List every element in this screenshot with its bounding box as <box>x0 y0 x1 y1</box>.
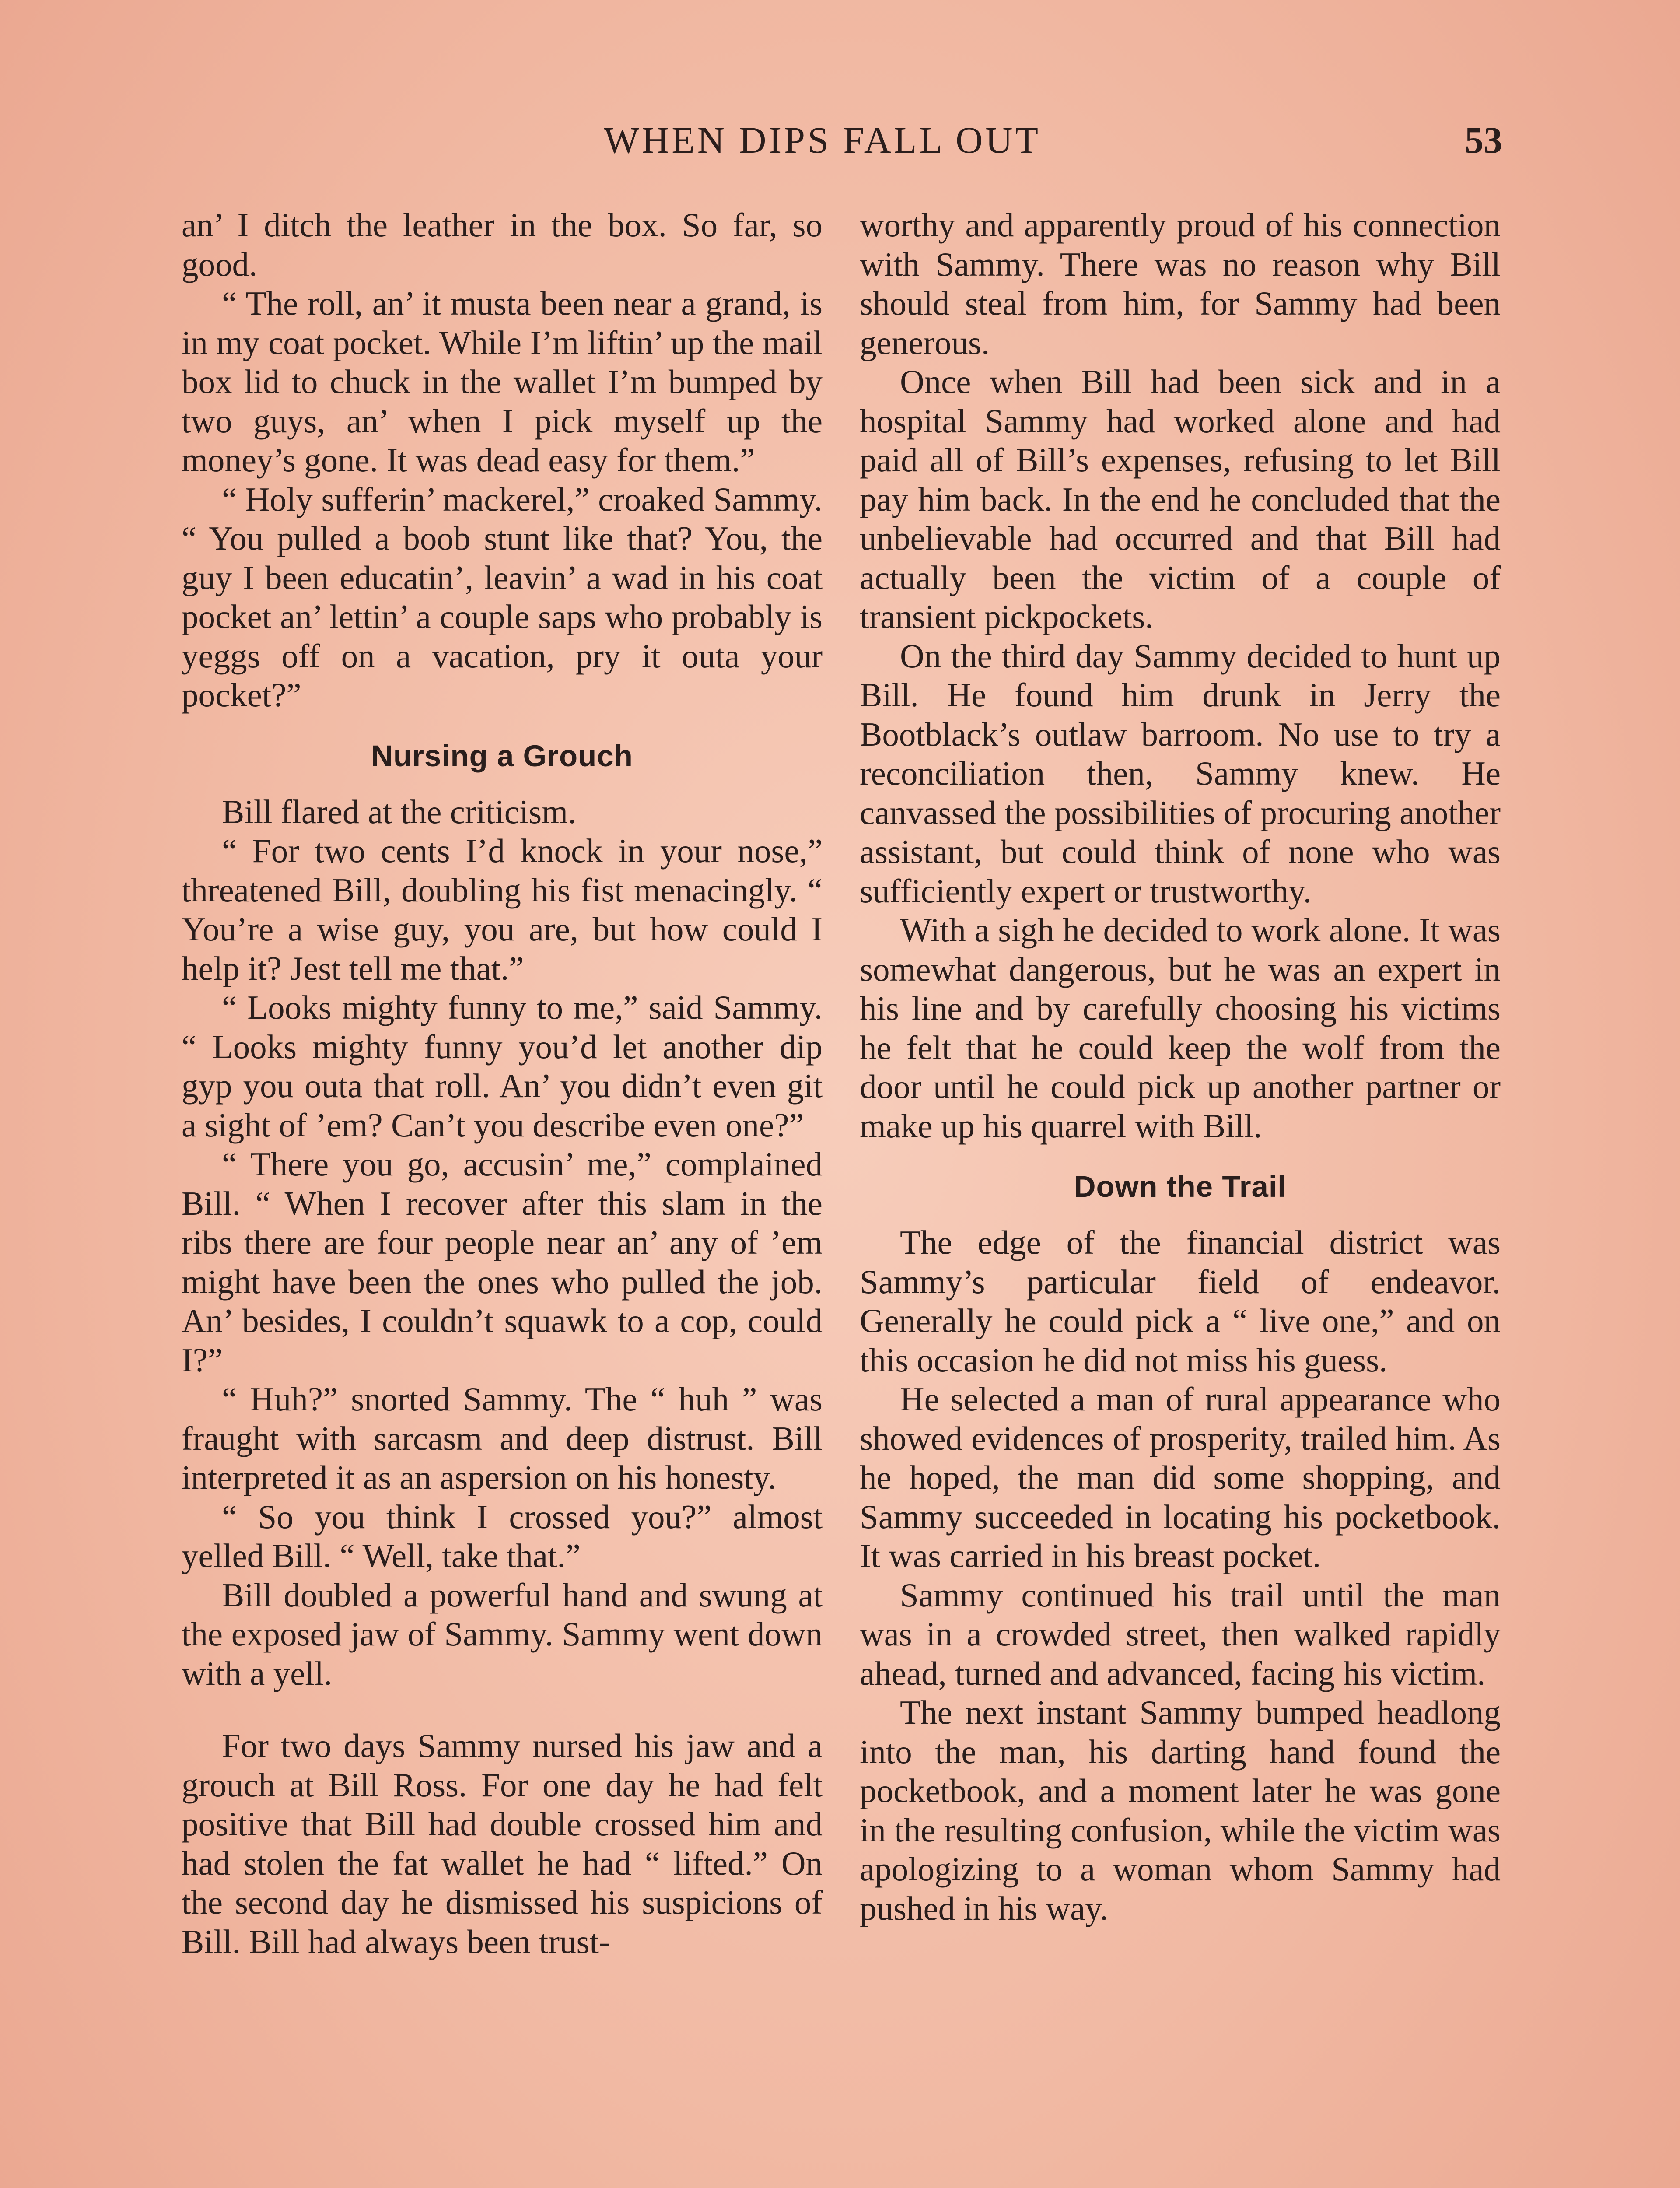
paragraph: “ Holy sufferin’ mackerel,” croaked Sammy. “ You pulled a boob stunt like that? You, the guy I been educatin’, leavin’ a wad in his coat pocket an’ lettin’ a couple saps who probably is yeggs off on a vacation, pry it outa your pocket?” <box>182 480 822 714</box>
paragraph: Once when Bill had been sick and in a hospital Sammy had worked alone and had paid all of Bill’s expenses, refusing to let Bill pay him back. In the end he concluded that the unbelievable had occurred and that Bill had actually been the victim of a couple of transient pickpockets. <box>860 363 1501 635</box>
paragraph: Bill flared at the criticism. <box>222 792 577 831</box>
paragraph: The edge of the financial district was Sammy’s particular field of endeavor. Generally he could pick a “ live one,” and on this occasion he did not miss his guess. <box>860 1224 1501 1379</box>
page-number: 53 <box>1465 119 1502 161</box>
left-column <box>182 206 822 1961</box>
paragraph: “ So you think I crossed you?” almost yelled Bill. “ Well, take that.” <box>182 1497 822 1574</box>
paragraph: He selected a man of rural appearance who showed evidences of prosperity, trailed him. As he hoped, the man did some shopping, and Sammy succeeded in locating his pocketbook. It was carried in his breast pocket. <box>860 1380 1501 1574</box>
paragraph: Sammy continued his trail until the man was in a crowded street, then walked rapidly ahead, turned and advanced, facing his victim. <box>860 1576 1501 1692</box>
right-column <box>860 206 1501 1928</box>
paragraph: “ Looks mighty funny to me,” said Sammy. “ Looks mighty funny you’d let another dip gyp you outa that roll. An’ you didn’t even git a sight of ’em? Can’t you describe even one?” <box>182 989 822 1144</box>
paragraph: On the third day Sammy decided to hunt up Bill. He found him drunk in Jerry the Bootblack’s outlaw barroom. No use to try a reconciliation then, Sammy knew. He canvassed the possibilities of procuring another assistant, but could think of none who was sufficiently expert or trustworthy. <box>860 637 1501 910</box>
paragraph: Bill doubled a powerful hand and swung at the exposed jaw of Sammy. Sammy went down with a yell. <box>182 1576 822 1692</box>
paragraph: For two days Sammy nursed his jaw and a grouch at Bill Ross. For one day he had felt positive that Bill had double crossed him and had stolen the fat wallet he had “ lifted.” On the second day he dismissed his suspicions of Bill. Bill had always been trust- <box>182 1727 822 1960</box>
paragraph: “ There you go, accusin’ me,” complained Bill. “ When I recover after this slam in the ribs there are four people near an’ any of ’em might have been the ones who pulled the job. An’ besides, I couldn’t squawk to a cop, could I?” <box>182 1145 822 1379</box>
section-break <box>182 1693 822 1726</box>
paragraph: With a sigh he decided to work alone. It was somewhat dangerous, but he was an expert in his line and by carefully choosing his victims he felt that he could keep the wolf from the door until he could pick up another partner or make up his quarrel with Bill. <box>860 911 1501 1145</box>
paragraph: an’ I ditch the leather in the box. So far, so good. <box>182 206 822 283</box>
paragraph: “ Huh?” snorted Sammy. The “ huh ” was fraught with sarcasm and deep distrust. Bill interpreted it as an aspersion on his honesty. <box>182 1380 822 1496</box>
section-heading: Nursing a Grouch <box>371 739 633 773</box>
paragraph: “ For two cents I’d knock in your nose,” threatened Bill, doubling his fist menacingly. “ You’re a wise guy, you are, but how could I help it? Jest tell me that.” <box>182 832 822 987</box>
paragraph: The next instant Sammy bumped headlong into the man, his darting hand found the pocketbook, and a moment later he was gone in the resulting confusion, while the victim was apologizing to a woman whom Sammy had pushed in his way. <box>860 1694 1501 1927</box>
section-heading: Down the Trail <box>1074 1170 1287 1203</box>
paragraph: “ The roll, an’ it musta been near a grand, is in my coat pocket. While I’m liftin’ up the mail box lid to chuck in the wallet I’m bumped by two guys, an’ when I pick myself up the money’s gone. It was dead easy for them.” <box>182 284 822 479</box>
paragraph: worthy and apparently proud of his connection with Sammy. There was no reason why Bill should steal from him, for Sammy had been generous. <box>860 206 1501 361</box>
running-title: WHEN DIPS FALL OUT <box>604 119 1041 161</box>
